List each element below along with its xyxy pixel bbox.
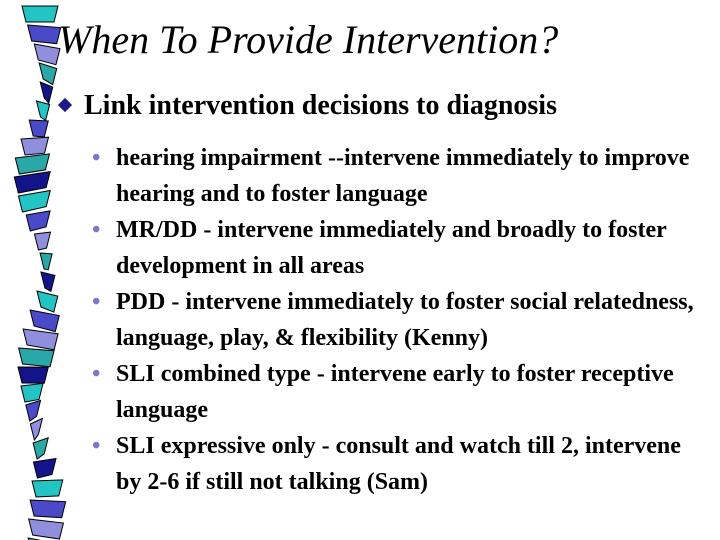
ribbon-segment: [21, 383, 43, 402]
dot-bullet-icon: •: [92, 217, 101, 243]
ribbon-segment: [40, 253, 52, 270]
list-item: [92, 428, 702, 500]
ribbon-segment: [28, 25, 61, 44]
list-item: [92, 284, 702, 356]
ribbon-segment: [29, 120, 48, 137]
ribbon-segment: [41, 272, 55, 291]
list-item-text: hearing impairment --intervene immediately to improve hearing and to foster language: [116, 145, 690, 207]
dot-bullet-icon: •: [92, 289, 101, 315]
dot-bullet-icon: •: [92, 361, 101, 387]
list-item: [92, 356, 702, 428]
list-item-text: PDD - intervene immediately to foster social relatedness, language, play, & flexibility (Kenny): [116, 289, 694, 351]
list-item: [92, 212, 702, 284]
ribbon-segment: [14, 172, 50, 193]
ribbon-segment: [23, 329, 58, 350]
ribbon-segment: [18, 367, 48, 383]
ribbon-segment: [34, 232, 50, 250]
ribbon-segment: [21, 137, 48, 155]
ribbon-segment: [18, 191, 50, 212]
dot-bullet-icon: •: [92, 433, 101, 459]
ribbon-segment: [39, 63, 56, 85]
ribbon-segment: [30, 310, 59, 332]
ribbon-segment: [40, 82, 52, 103]
ribbon-segment: [22, 6, 58, 22]
list-item-text: MR/DD - intervene immediately and broadly to foster development in all areas: [116, 217, 667, 279]
decorative-ribbon-spine: [0, 0, 90, 540]
ribbon-segment: [26, 400, 41, 421]
ribbon-segment: [33, 458, 56, 478]
slide-title: When To Provide Intervention?: [58, 17, 559, 62]
ribbon-segment: [30, 500, 66, 518]
list-item: [92, 140, 702, 212]
ribbon-segment: [19, 348, 54, 367]
ribbon-segment: [36, 101, 49, 120]
ribbon-segment: [26, 211, 50, 231]
ribbon-segment: [30, 418, 42, 440]
ribbon-segment: [37, 291, 58, 312]
ribbon-segment: [33, 438, 48, 459]
ribbon-segment: [34, 44, 60, 65]
list-item-text: SLI expressive only - consult and watch till 2, intervene by 2-6 if still not talking (Sam): [116, 433, 681, 495]
ribbon-segment: [15, 154, 49, 174]
dot-bullet-icon: •: [92, 145, 101, 171]
list-item-text: SLI combined type - intervene early to foster receptive language: [116, 361, 674, 423]
ribbon-segment: [32, 480, 63, 497]
main-bullet-text: Link intervention decisions to diagnosis: [84, 90, 557, 121]
ribbon-segment: [29, 519, 64, 539]
sub-bullet-list: [92, 140, 702, 500]
